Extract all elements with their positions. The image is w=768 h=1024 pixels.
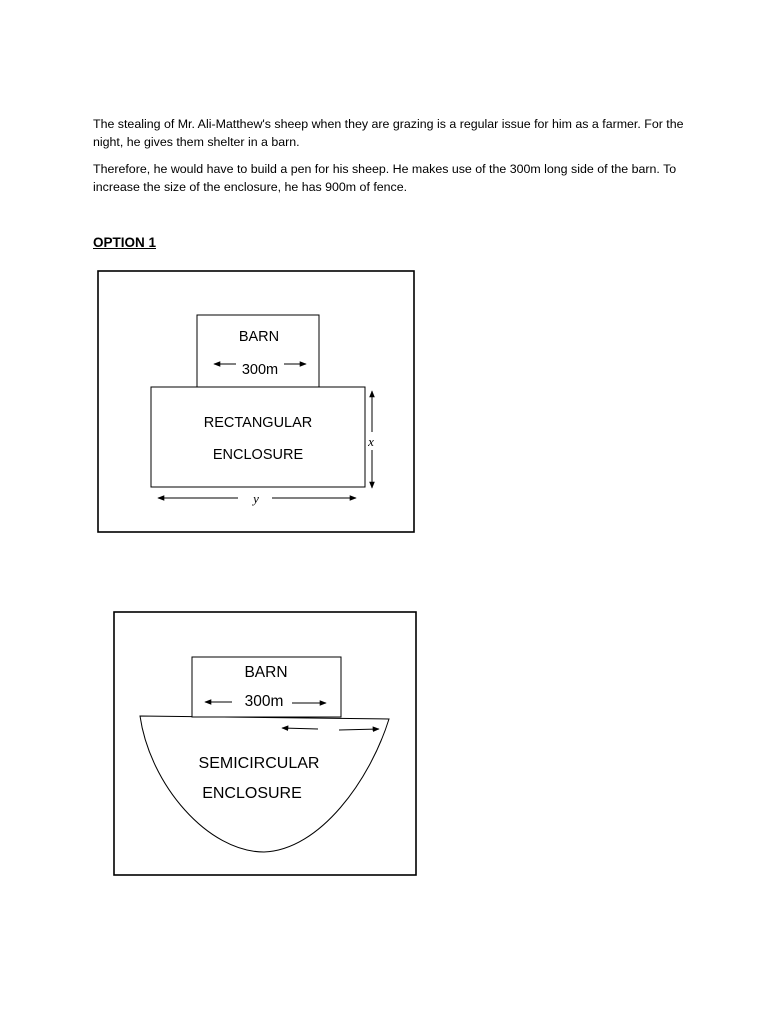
option-1-enclosure-line-1: RECTANGULAR xyxy=(203,415,313,431)
option-1-diagram xyxy=(98,271,414,532)
option-2-diagram xyxy=(114,612,416,875)
option-1-heading: OPTION 1 xyxy=(93,235,157,250)
option-1-barn-label: BARN xyxy=(238,329,280,345)
intro-paragraph-2: Therefore, he would have to build a pen for his sheep. He makes use of the 300m long side of the barn. To increase the size of the enclosure, he has 900m of fence. xyxy=(93,162,677,194)
option-2-barn-length: 300m xyxy=(244,693,284,710)
option-1-enclosure xyxy=(151,387,365,487)
option-2-barn-label: BARN xyxy=(244,664,288,681)
option-1-y-label: y xyxy=(253,491,259,506)
option-2-enclosure-line-1: SEMICIRCULAR xyxy=(198,755,320,772)
option-1-barn-length: 300m xyxy=(241,362,279,378)
intro-paragraph-1: The stealing of Mr. Ali-Matthew's sheep when they are grazing is a regular issue for him as a farmer. For the night, he gives them shelter in a barn. xyxy=(93,117,684,149)
option-2-enclosure-line-2: ENCLOSURE xyxy=(202,785,302,802)
option-1-enclosure-line-2: ENCLOSURE xyxy=(212,447,304,463)
option-1-x-label: x xyxy=(368,434,374,449)
option-2-enclosure xyxy=(140,716,389,852)
